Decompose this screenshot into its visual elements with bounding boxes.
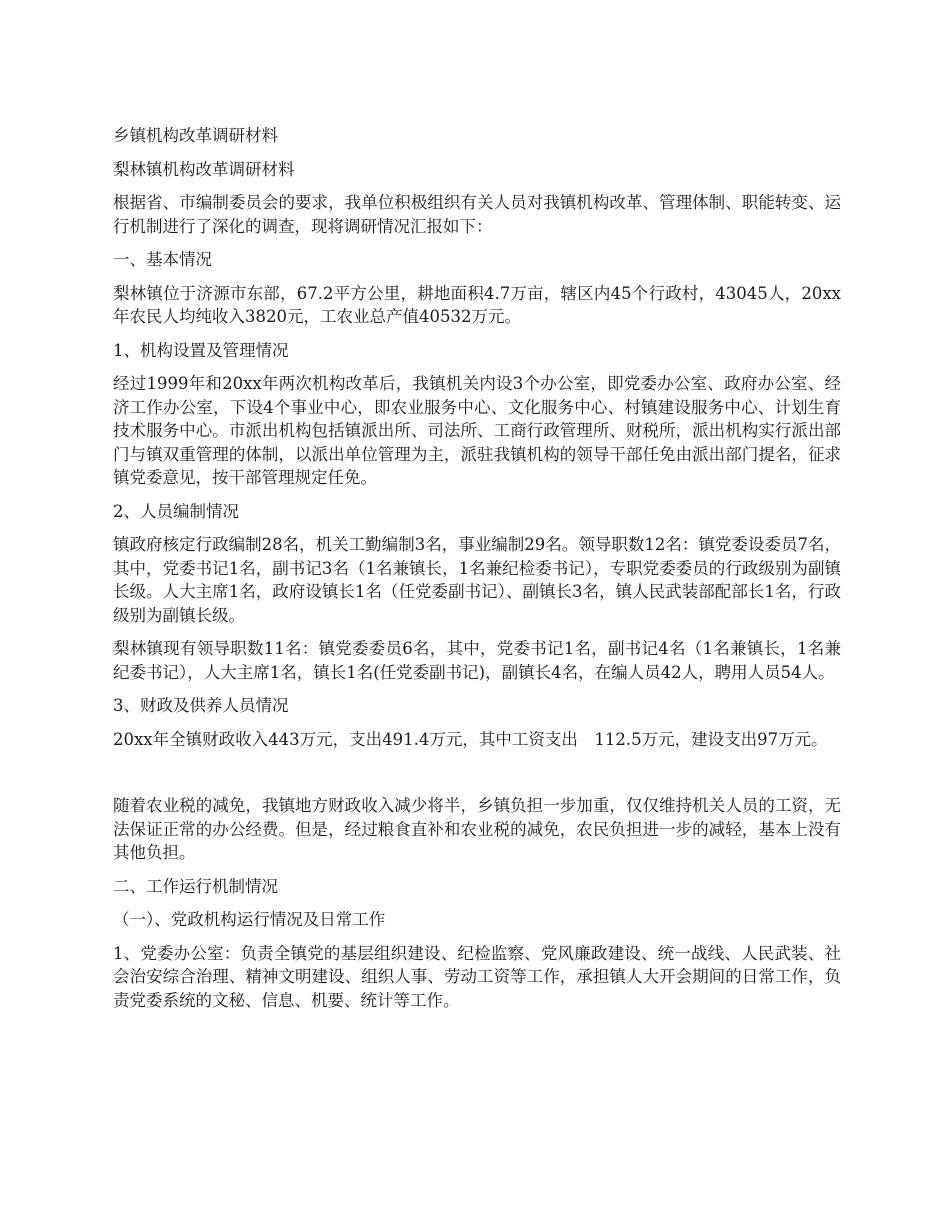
subsection-heading-party-gov: （一）、党政机构运行情况及日常工作: [113, 910, 386, 929]
section-heading-operations: 二、工作运行机制情况: [113, 876, 278, 896]
subheading-staffing: 2、人员编制情况: [113, 501, 239, 521]
intro-paragraph: 根据省、市编制委员会的要求，我单位积极组织有关人员对我镇机构改革、管理体制、职能转变、运行机制进行了深化的调查，现将调研情况汇报如下：: [113, 193, 841, 236]
section-heading-basic-info: 一、基本情况: [113, 250, 212, 269]
staffing-paragraph: 镇政府核定行政编制28名，机关工勤编制3名，事业编制29名。领导职数12名：镇党委设委员7名，其中，党委书记1名，副书记3名（1名兼镇长，1名兼纪检委书记），专职党委委员的行政级别为副镇长级。人大主席1名，政府设镇长1名（任党委副书记）、副镇长3名，镇人民武装部配部长1名，行政级别为副镇长级。: [113, 535, 841, 625]
org-setup-paragraph: 经过1999年和20xx年两次机构改革后，我镇机关内设3个办公室，即党委办公室、政府办公室、经济工作办公室，下设4个事业中心，即农业服务中心、文化服务中心、村镇建设服务中心、计划生育技术服务中心。市派出机构包括镇派出所、司法所、工商行政管理所、财税所，派出机构实行派出部门与镇双重管理的体制，以派出单位管理为主，派驻我镇机构的领导干部任免由派出部门提名，征求镇党委意见，按干部管理规定任免。: [113, 374, 841, 487]
document-body: [113, 124, 841, 1022]
basic-info-paragraph: 梨林镇位于济源市东部，67.2平方公里，耕地面积4.7万亩，辖区内45个行政村，43045人，20xx年农民人均纯收入3820元，工农业总产值40532万元。: [113, 283, 841, 326]
document-subtitle: 梨林镇机构改革调研材料: [113, 159, 295, 179]
subheading-finance: 3、财政及供养人员情况: [113, 696, 289, 715]
current-leadership-paragraph: 梨林镇现有领导职数11名：镇党委委员6名，其中，党委书记1名，副书记4名（1名兼镇长，1名兼纪委书记），人大主席1名，镇长1名(任党委副书记)，副镇长4名，在编人员42人，聘用人员54人。: [113, 639, 841, 682]
tax-relief-paragraph: 随着农业税的减免，我镇地方财政收入减少将半，乡镇负担一步加重，仅仅维持机关人员的工资，无法保证正常的办公经费。但是，经过粮食直补和农业税的减免，农民负担进一步的减轻，基本上没有其他负担。: [113, 796, 841, 862]
finance-paragraph: 20xx年全镇财政收入443万元，支出491.4万元，其中工资支出 112.5万元，建设支出97万元。: [113, 729, 828, 749]
party-office-paragraph: 1、党委办公室：负责全镇党的基层组织建设、纪检监察、党风廉政建设、统一战线、人民武装、社会治安综合治理、精神文明建设、组织人事、劳动工资等工作，承担镇人大开会期间的日常工作，负责党委系统的文秘、信息、机要、统计等工作。: [113, 943, 841, 1010]
subheading-org-setup: 1、机构设置及管理情况: [113, 340, 289, 360]
document-title: 乡镇机构改革调研材料: [113, 126, 278, 145]
